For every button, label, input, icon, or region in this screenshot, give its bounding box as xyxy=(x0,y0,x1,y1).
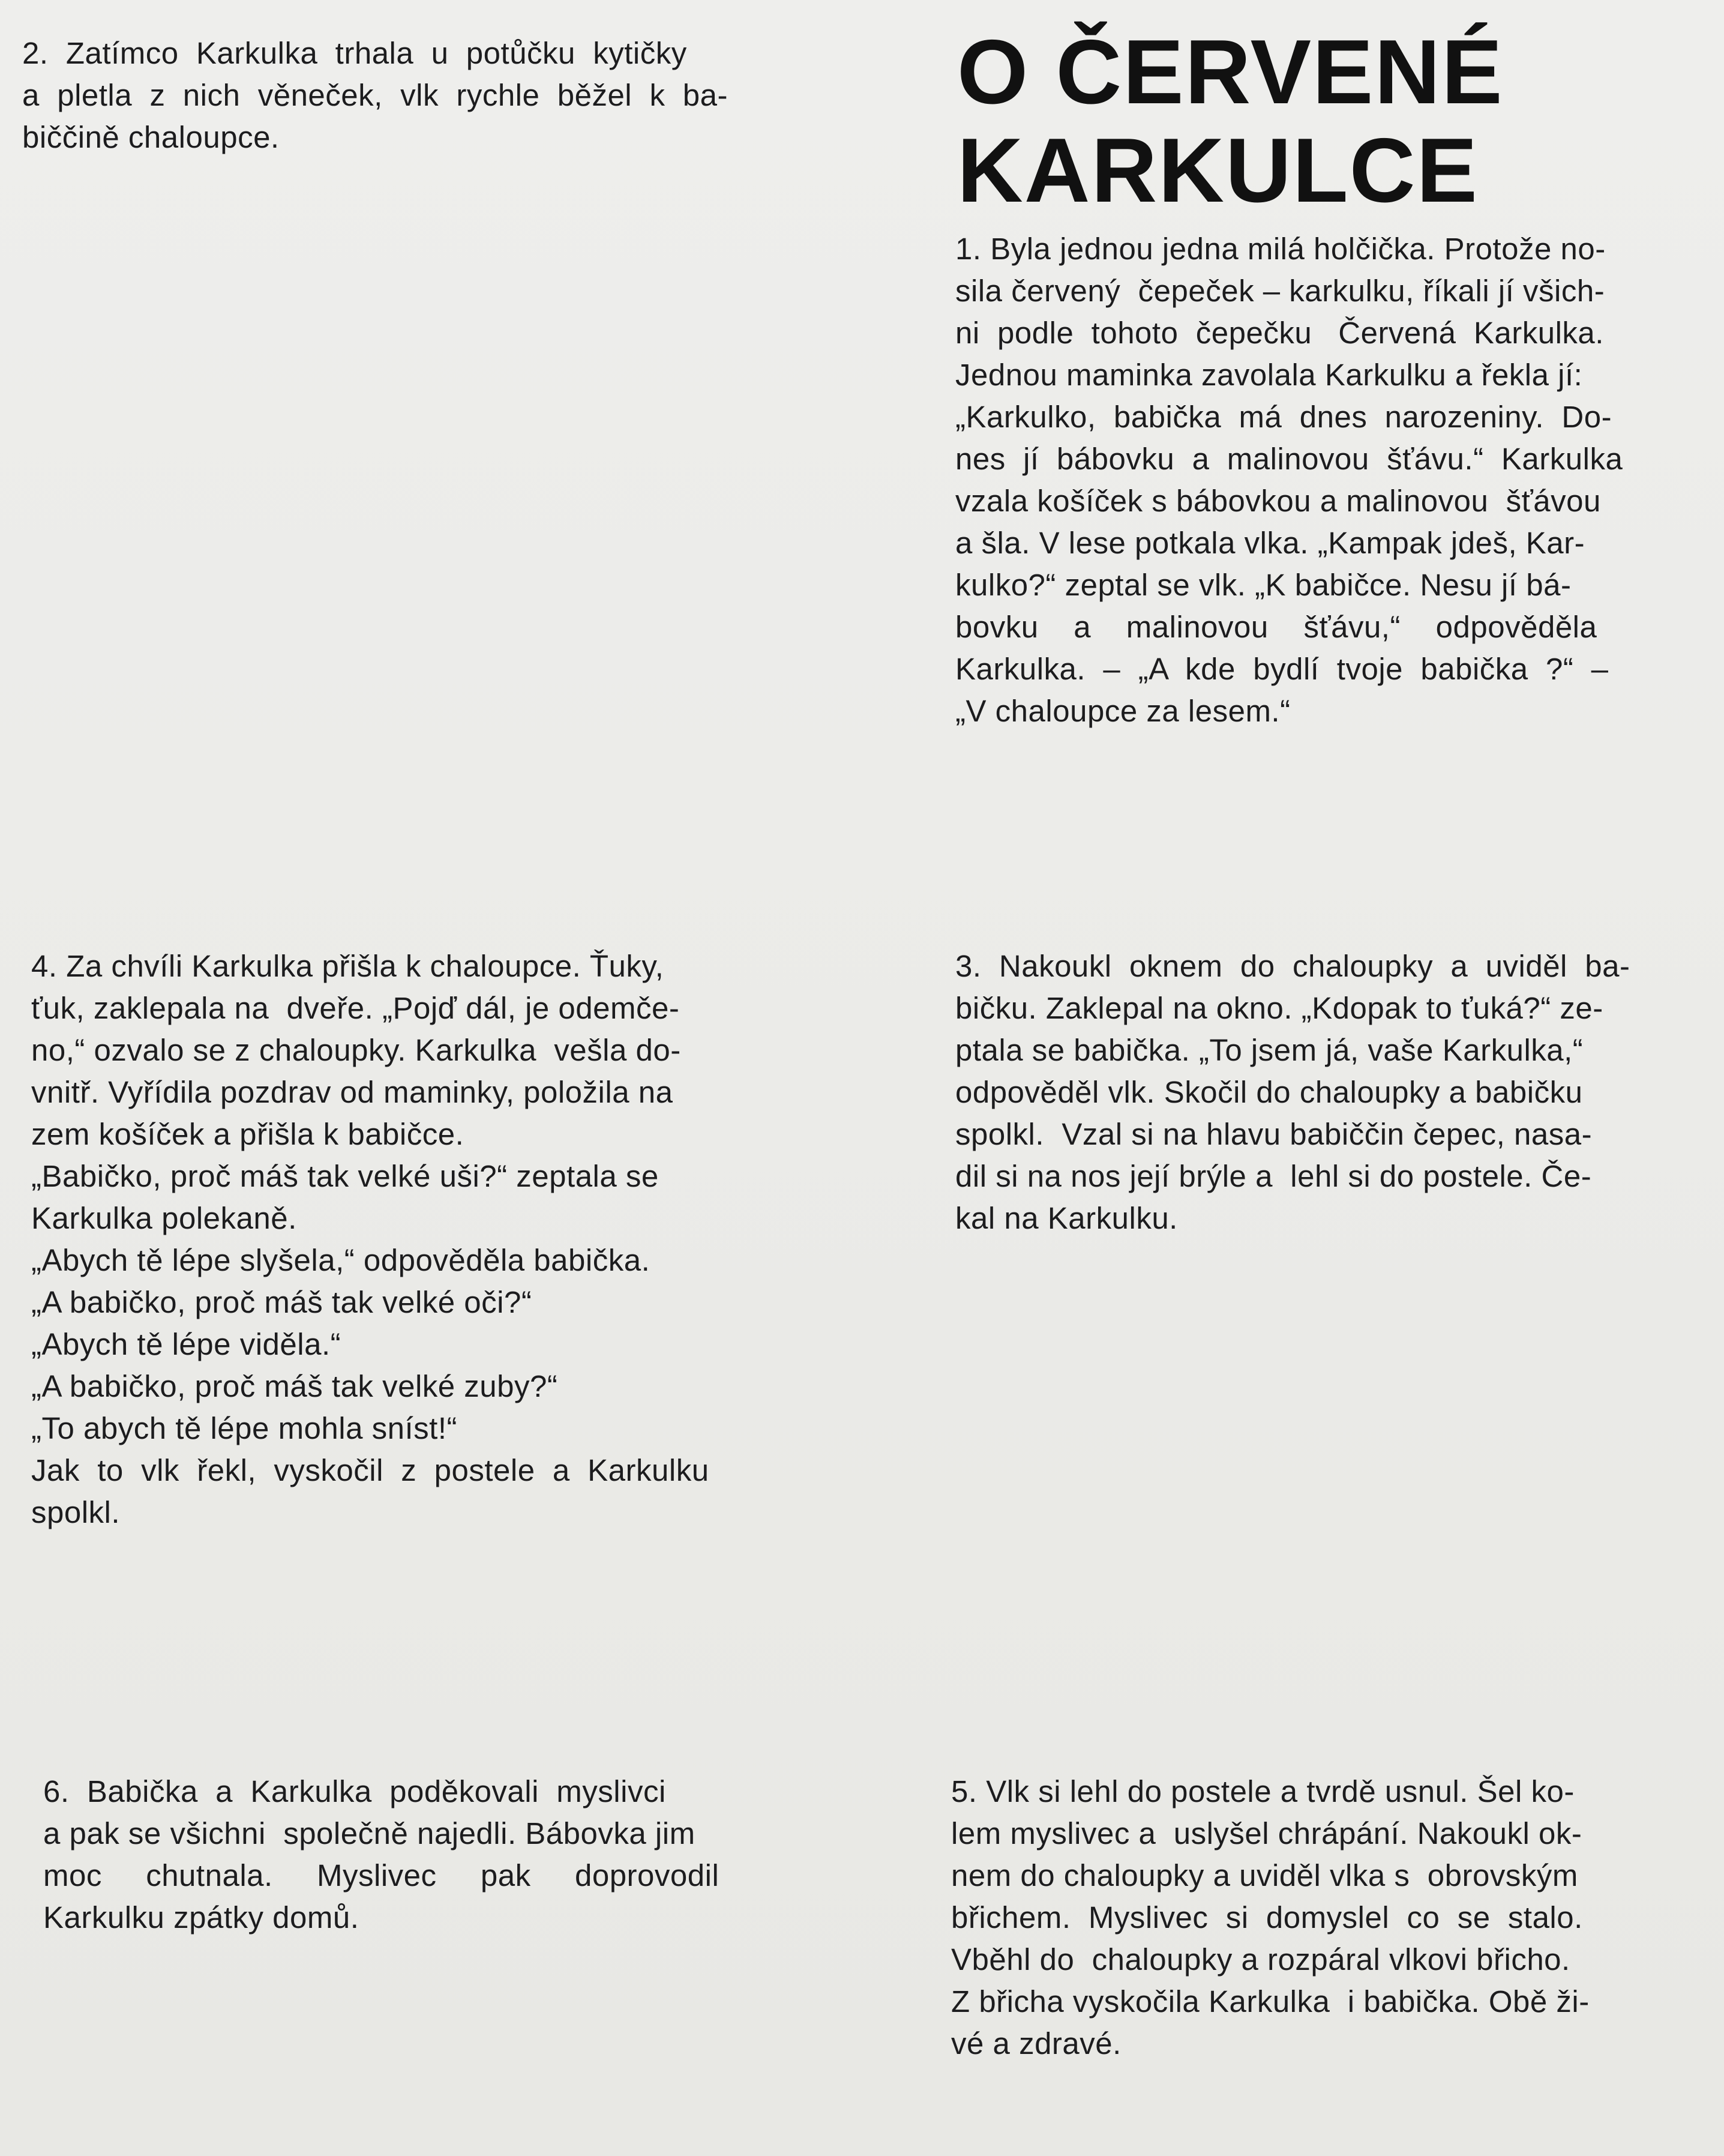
section-3-text xyxy=(955,945,1630,1239)
text-line: „A babičko, proč máš tak velké oči?“ xyxy=(31,1285,532,1319)
text-line: „V chaloupce za lesem.“ xyxy=(955,694,1291,728)
text-line: ptala se babička. „To jsem já, vaše Karkulka,“ xyxy=(955,1033,1584,1067)
text-line: 3. Nakoukl oknem do chaloupky a uviděl ba- xyxy=(955,949,1630,983)
story-title xyxy=(957,23,1504,220)
section-6-text xyxy=(43,1771,719,1939)
text-line: bičku. Zaklepal na okno. „Kdopak to ťuká?“ ze- xyxy=(955,991,1603,1025)
text-line: Z břicha vyskočila Karkulka i babička. Obě ži- xyxy=(951,1984,1590,2019)
text-line: sila červený čepeček – karkulku, říkali jí všich- xyxy=(955,274,1605,308)
text-line: biččině chaloupce. xyxy=(22,120,280,154)
text-line: 6. Babička a Karkulka poděkovali myslivci xyxy=(43,1774,666,1808)
text-line: Jednou maminka zavolala Karkulku a řekla jí: xyxy=(955,358,1583,392)
text-line: „A babičko, proč máš tak velké zuby?“ xyxy=(31,1369,558,1403)
text-line: spolkl. Vzal si na hlavu babiččin čepec, nasa- xyxy=(955,1117,1593,1151)
text-line: ťuk, zaklepala na dveře. „Pojď dál, je odemče- xyxy=(31,991,680,1025)
text-line: a šla. V lese potkala vlka. „Kampak jdeš, Kar- xyxy=(955,526,1585,560)
text-line: vé a zdravé. xyxy=(951,2026,1122,2061)
section-4-text xyxy=(31,945,709,1534)
text-line: dil si na nos její brýle a lehl si do postele. Če- xyxy=(955,1159,1592,1193)
text-line: 5. Vlk si lehl do postele a tvrdě usnul. Šel ko- xyxy=(951,1774,1575,1808)
text-line: „Karkulko, babička má dnes narozeniny. Do- xyxy=(955,400,1612,434)
text-line: bovku a malinovou šťávu,“ odpověděla xyxy=(955,610,1597,644)
text-line: kal na Karkulku. xyxy=(955,1201,1178,1235)
text-line: spolkl. xyxy=(31,1495,121,1529)
section-1-text xyxy=(955,228,1623,732)
text-line: vnitř. Vyřídila pozdrav od maminky, položila na xyxy=(31,1075,673,1109)
text-line: lem myslivec a uslyšel chrápání. Nakoukl ok- xyxy=(951,1816,1582,1850)
text-line: no,“ ozvalo se z chaloupky. Karkulka vešla do- xyxy=(31,1033,681,1067)
text-line: nem do chaloupky a uviděl vlka s obrovským xyxy=(951,1858,1578,1893)
text-line: a pletla z nich věneček, vlk rychle běžel k ba- xyxy=(22,78,728,112)
text-line: 1. Byla jednou jedna milá holčička. Protože no- xyxy=(955,232,1606,266)
text-line: „Babičko, proč máš tak velké uši?“ zeptala se xyxy=(31,1159,659,1193)
text-line: a pak se všichni společně najedli. Bábovka jim xyxy=(43,1816,695,1850)
text-line: Vběhl do chaloupky a rozpáral vlkovi břicho. xyxy=(951,1942,1570,1977)
text-line: vzala košíček s bábovkou a malinovou šťávou xyxy=(955,484,1601,518)
title-line: O ČERVENÉ xyxy=(957,21,1504,123)
section-5-text xyxy=(951,1771,1590,2065)
text-line: „Abych tě lépe viděla.“ xyxy=(31,1327,341,1361)
text-line: odpověděl vlk. Skočil do chaloupky a babičku xyxy=(955,1075,1583,1109)
text-line: moc chutnala. Myslivec pak doprovodil xyxy=(43,1858,719,1893)
text-line: 4. Za chvíli Karkulka přišla k chaloupce. Ťuky, xyxy=(31,949,664,983)
text-line: Karkulka. – „A kde bydlí tvoje babička ?“ – xyxy=(955,652,1609,686)
text-line: „To abych tě lépe mohla sníst!“ xyxy=(31,1411,458,1445)
text-line: Karkulku zpátky domů. xyxy=(43,1900,359,1935)
text-line: kulko?“ zeptal se vlk. „K babičce. Nesu jí bá- xyxy=(955,568,1572,602)
text-line: Karkulka polekaně. xyxy=(31,1201,297,1235)
text-line: zem košíček a přišla k babičce. xyxy=(31,1117,464,1151)
text-line: Jak to vlk řekl, vyskočil z postele a Karkulku xyxy=(31,1453,709,1487)
title-line: KARKULCE xyxy=(957,119,1479,221)
text-line: ni podle tohoto čepečku Červená Karkulka. xyxy=(955,316,1604,350)
text-line: břichem. Myslivec si domyslel co se stalo. xyxy=(951,1900,1583,1935)
section-2-text xyxy=(22,32,728,158)
text-line: „Abych tě lépe slyšela,“ odpověděla babička. xyxy=(31,1243,650,1277)
text-line: nes jí bábovku a malinovou šťávu.“ Karkulka xyxy=(955,442,1623,476)
text-line: 2. Zatímco Karkulka trhala u potůčku kytičky xyxy=(22,36,687,70)
